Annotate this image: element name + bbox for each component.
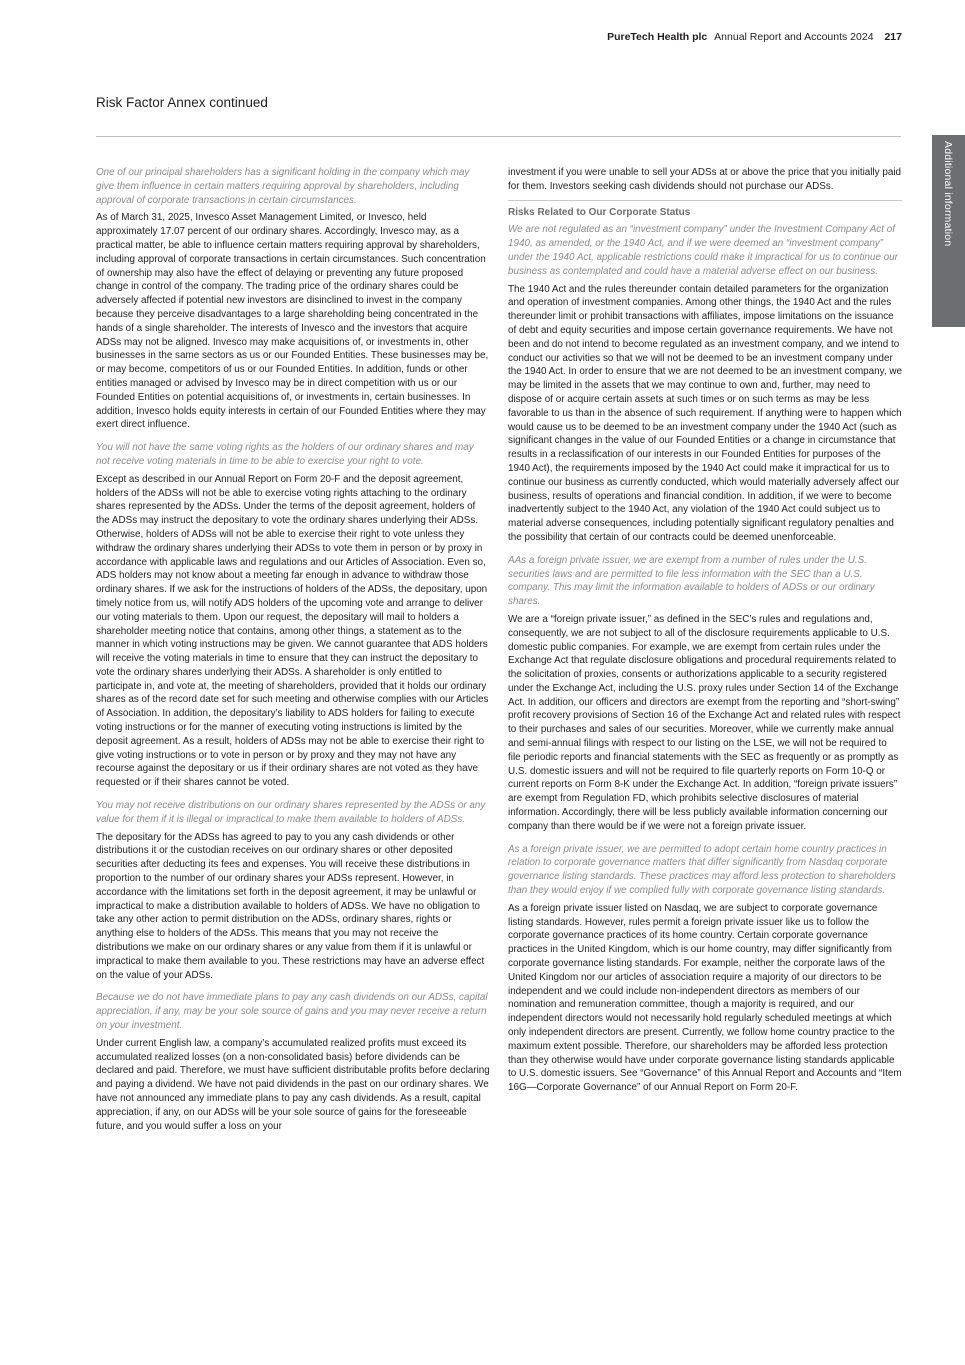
body-paragraph: We are a “foreign private issuer,” as defined in the SEC’s rules and regulations and, consequently, we are not subject to all of the disclosure requirements applicable to U.S. domestic public companies. For example, we are exempt from certain rules under the Exchange Act that regulate disclosure obligations and procedural requirements related to the solicitation of proxies, consents or authorizations applicable to a security registered under the Exchange Act, including the U.S. proxy rules under Section 14 of the Exchange Act. In addition, our officers and directors are exempt from the reporting and “short-swing” profit recovery provisions of Section 16 of the Exchange Act and related rules with respect to their purchases and sales of our securities. Moreover, while we currently make annual and semi-annual filings with respect to our listing on the LSE, we will not be required to file periodic reports and financial statements with the SEC as frequently or as promptly as U.S. domestic issuers and will not be required to file quarterly reports on Form 10-Q or current reports on Form 8-K under the Exchange Act. In addition, “foreign private issuers” are exempt from Regulation FD, which prohibits selective disclosures of material information. Accordingly, there will be less publicly available information concerning our company than there would be if we were not a foreign private issuer. <box>508 613 901 832</box>
page-number: 217 <box>884 31 902 43</box>
section-heading: Risks Related to Our Corporate Status <box>508 200 902 220</box>
risk-subheading: You will not have the same voting rights as the holders of our ordinary shares and may not receive voting materials in time to be able to exercise your right to vote. <box>96 442 474 467</box>
company-name: PureTech Health plc <box>607 31 708 43</box>
report-title: Annual Report and Accounts 2024 <box>714 31 874 43</box>
left-column <box>96 166 490 1142</box>
section-title: Risk Factor Annex continued <box>96 95 268 110</box>
side-tab[interactable] <box>932 135 965 327</box>
risk-subheading: One of our principal shareholders has a significant holding in the company which may give them influence in certain matters requiring approval by shareholders, including approval of corporate transactions in certain circumstances. <box>96 167 470 206</box>
body-paragraph: investment if you were unable to sell your ADSs at or above the price that you initially paid for them. Investors seeking cash dividends should not purchase our ADSs. <box>508 167 902 192</box>
body-paragraph: Except as described in our Annual Report on Form 20-F and the deposit agreement, holders of the ADSs will not be able to exercise voting rights attaching to the ordinary shares represented by the ADSs. Under the terms of the deposit agreement, holders of the ADSs may instruct the depositary to vote the ordinary shares underlying their ADSs. Otherwise, holders of ADSs will not be able to exercise their right to vote unless they withdraw the ordinary shares underlying their ADSs to vote them in person or by proxy in accordance with applicable laws and regulations and our Articles of Association. Even so, ADS holders may not know about a meeting far enough in advance to withdraw those ordinary shares. If we ask for the instructions of holders of the ADSs, the depositary, upon timely notice from us, will notify ADS holders of the upcoming vote and arrange to deliver our voting materials to them. Upon our request, the depositary will mail to holders a shareholder meeting notice that contains, among other things, a statement as to the manner in which voting instructions may be given. We cannot guarantee that ADS holders will receive the voting materials in time to ensure that they can instruct the depositary to vote the ordinary shares underlying their ADSs. A shareholder is only entitled to participate in, and vote at, the meeting of shareholders, provided that it holds our ordinary shares as of the record date set for such meeting and otherwise complies with our Articles of Association. In addition, the depositary’s liability to ADS holders for failing to execute voting instructions or for the manner of executing voting instructions is limited by the deposit agreement. As a result, holders of ADSs may not be able to exercise their right to give voting instructions or to vote in person or by proxy and they may not have any recourse against the depositary or us if their ordinary shares are not voted as they have requested or if their shares cannot be voted. <box>96 473 489 789</box>
running-header <box>607 31 902 44</box>
body-paragraph: Under current English law, a company’s accumulated realized profits must exceed its accumulated realized losses (on a non-consolidated basis) before dividends can be declared and paid. Therefore, we must have sufficient distributable profits before declaring and paying a dividend. We have not paid dividends in the past on our ordinary shares. We have not announced any immediate plans to pay any cash dividends. As a result, capital appreciation, if any, on our ADSs will be your sole source of gains for the foreseeable future, and you would suffer a loss on your <box>96 1037 490 1132</box>
risk-subheading: Because we do not have immediate plans to pay any cash dividends on our ADSs, capital appreciation, if any, may be your sole source of gains and you may never receive a return on your investment. <box>96 992 488 1032</box>
risk-subheading: We are not regulated as an “investment company” under the Investment Company Act of 1940, as amended, or the 1940 Act, and if we were deemed an “investment company” under the 1940 Act, applicable restrictions could make it impractical for us to continue our business as contemplated and could have a material adverse effect on our business. <box>508 224 898 277</box>
side-tab-label: Additional information <box>942 141 954 247</box>
right-column <box>508 166 902 1104</box>
risk-subheading: You may not receive distributions on our ordinary shares represented by the ADSs or any value for them if it is illegal or impractical to make them available to holders of ADSs. <box>96 800 486 825</box>
body-paragraph: As of March 31, 2025, Invesco Asset Management Limited, or Invesco, held approximately 17.07 percent of our ordinary shares. Accordingly, Invesco may, as a practical matter, be able to influence certain matters requiring approval by shareholders, including approval of corporate transactions in certain circumstances. Such concentration of ownership may also have the effect of delaying or preventing any future proposed change in control of the company. The trading price of the ordinary shares could be adversely affected if potential new investors are disinclined to invest in the company because they perceive disadvantages to a large shareholding being concentrated in the hands of a single shareholder. The interests of Invesco and the investors that acquire ADSs may not be aligned. Invesco may make acquisitions of, or investments in, other businesses in the same sectors as us or our Founded Entities. These businesses may be, or may become, competitors of us or our Founded Entities. In addition, funds or other entities managed or advised by Invesco may be in direct competition with us or our Founded Entities on potential acquisitions of, or investments in, certain businesses. In addition, Invesco holds equity interests in certain of our Founded Entities where they may exert direct influence. <box>96 212 489 431</box>
body-paragraph: As a foreign private issuer listed on Nasdaq, we are subject to corporate governance listing standards. However, rules permit a foreign private issuer like us to follow the corporate governance practices of its home country. Certain corporate governance practices in the United Kingdom, which is our home country, may differ significantly from corporate governance listing standards. For example, neither the corporate laws of the United Kingdom nor our articles of association require a majority of our directors to be independent and we could include non-independent directors as members of our nomination and remuneration committee, though a majority is required, and our independent directors would not necessarily hold regularly scheduled meetings at which only independent directors are present. Currently, we follow home country practice to the maximum extent possible. Therefore, our shareholders may be afforded less protection than they otherwise would have under corporate governance listing standards applicable to U.S. domestic issuers. See “Governance” of this Annual Report and Accounts and “Item 16G—Corporate Governance” of our Annual Report on Form 20-F. <box>508 902 902 1094</box>
body-paragraph: The 1940 Act and the rules thereunder contain detailed parameters for the organization and operation of investment companies. Among other things, the 1940 Act and the rules thereunder limit or prohibit transactions with affiliates, impose limitations on the issuance of debt and equity securities and impose certain governance requirements. We have not been and do not intend to become regulated as an investment company, and we intend to conduct our activities so that we will not be deemed to be an investment company under the 1940 Act. In order to ensure that we are not deemed to be an investment company, we may be limited in the assets that we may continue to own and, further, may need to dispose of or acquire certain assets at such times or on such terms as may be less favorable to us than in the absence of such requirement. If anything were to happen which would cause us to be deemed to be an investment company under the 1940 Act (such as significant changes in the value of our Founded Entities or a change in circumstance that results in a reclassification of our interests in our Founded Entities for purposes of the 1940 Act), the requirements imposed by the 1940 Act could make it impractical for us to continue our business as currently conducted, which would materially adversely affect our business, results of operations and financial condition. In addition, if we were to become inadvertently subject to the 1940 Act, any violation of the 1940 Act could subject us to material adverse consequences, including potentially significant regulatory penalties and the possibility that certain of our contracts could be deemed unenforceable. <box>508 283 902 543</box>
risk-subheading: AAs a foreign private issuer, we are exempt from a number of rules under the U.S. securities laws and are permitted to file less information with the SEC than a U.S. company. This may limit the information available to holders of ADSs or our ordinary shares. <box>508 554 875 608</box>
risk-subheading: As a foreign private issuer, we are permitted to adopt certain home country practices in relation to corporate governance matters that differ significantly from Nasdaq corporate governance listing standards. These practices may afford less protection to shareholders than they would enjoy if we complied fully with corporate governance listing standards. <box>508 843 896 897</box>
header-divider <box>96 136 901 137</box>
body-paragraph: The depositary for the ADSs has agreed to pay to you any cash dividends or other distributions it or the custodian receives on our ordinary shares or other deposited securities after deducting its fees and expenses. You will receive these distributions in proportion to the number of our ordinary shares your ADSs represent. However, in accordance with the limitations set forth in the deposit agreement, it may be unlawful or impractical to make a distribution available to holders of ADSs. We have no obligation to take any other action to permit distribution on the ADSs, ordinary shares, rights or anything else to holders of the ADSs. This means that you may not receive the distributions we make on our ordinary shares or any value from them if it is unlawful or impractical to make them available to you. These restrictions may have an adverse effect on the value of your ADSs. <box>96 831 485 981</box>
